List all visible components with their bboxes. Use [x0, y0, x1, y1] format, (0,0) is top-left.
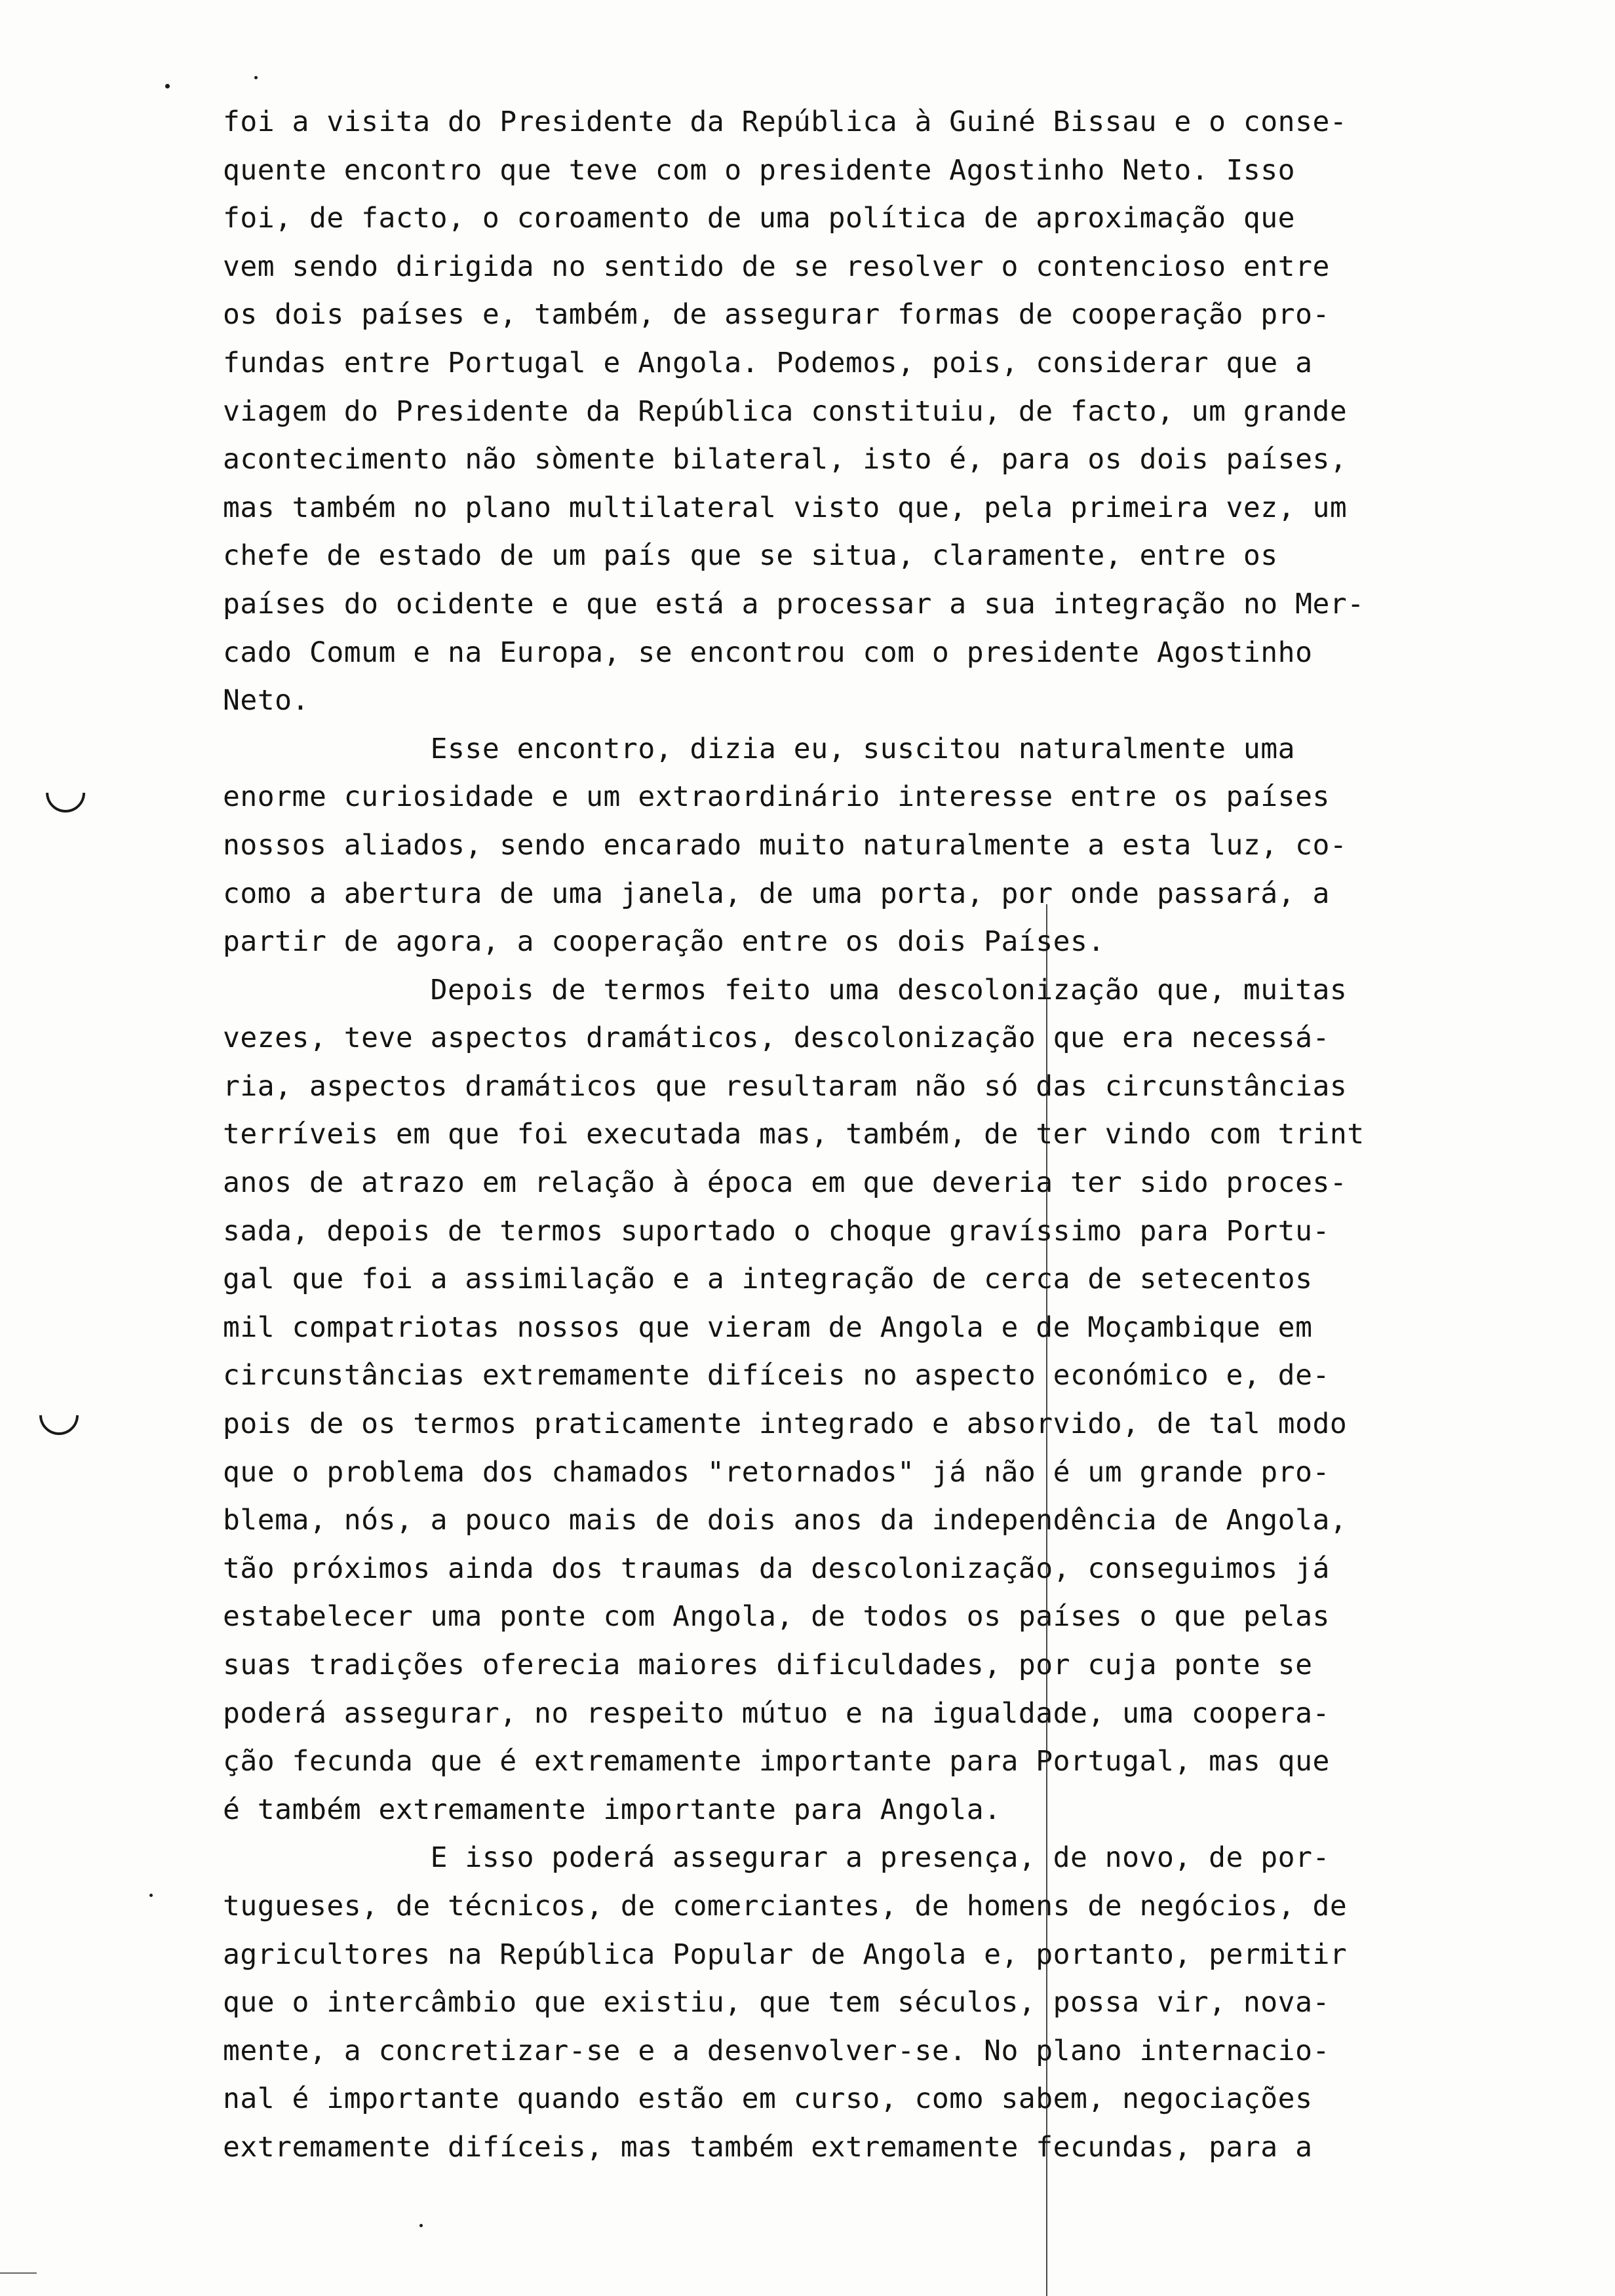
text-line: anos de atrazo em relação à época em que deveria ter sido proces-: [223, 1166, 1348, 1200]
text-line: sada, depois de termos suportado o choque gravíssimo para Portu-: [223, 1214, 1330, 1248]
text-line: vezes, teve aspectos dramáticos, descolonização que era necessá-: [223, 1022, 1330, 1055]
text-line: Depois de termos feito uma descolonização que, muitas: [223, 973, 1348, 1006]
margin-mark: [0, 2272, 37, 2274]
text-line: suas tradições oferecia maiores dificuldades, por cuja ponte se: [223, 1649, 1313, 1681]
text-line: gal que foi a assimilação e a integração de cerca de setecentos: [223, 1263, 1313, 1296]
ink-speck: [149, 1894, 153, 1897]
ink-speck: [165, 84, 170, 88]
text-line: chefe de estado de um país que se situa, claramente, entre os: [223, 539, 1278, 573]
text-line: ção fecunda que é extremamente importante para Portugal, mas que: [223, 1745, 1330, 1778]
text-line: viagem do Presidente da República constituiu, de facto, um grande: [223, 394, 1348, 428]
text-line: fundas entre Portugal e Angola. Podemos, pois, considerar que a: [223, 346, 1313, 379]
binder-hole-mark: [38, 765, 94, 821]
text-line: enorme curiosidade e um extraordinário interesse entre os países: [223, 780, 1330, 814]
typed-text-body: [223, 98, 1586, 2172]
text-line: que o intercâmbio que existiu, que tem séculos, possa vir, nova-: [223, 1986, 1330, 2019]
text-line: Esse encontro, dizia eu, suscitou naturalmente uma: [223, 732, 1296, 765]
text-line: agricultores na República Popular de Angola e, portanto, permitir: [223, 1938, 1348, 1971]
text-line: circunstâncias extremamente difíceis no aspecto económico e, de-: [223, 1359, 1330, 1392]
text-line: estabelecer uma ponte com Angola, de todos os países o que pelas: [223, 1600, 1330, 1634]
text-line: acontecimento não sòmente bilateral, isto é, para os dois países,: [223, 443, 1348, 476]
text-line: é também extremamente importante para Angola.: [223, 1793, 1002, 1826]
text-line: blema, nós, a pouco mais de dois anos da independência de Angola,: [223, 1504, 1348, 1537]
binder-hole-mark: [31, 1388, 87, 1444]
text-line: países do ocidente e que está a processar a sua integração no Mer-: [223, 587, 1365, 621]
text-line: mas também no plano multilateral visto que, pela primeira vez, um: [223, 491, 1348, 524]
text-line: poderá assegurar, no respeito mútuo e na igualdade, uma coopera-: [223, 1696, 1330, 1730]
text-line: tugueses, de técnicos, de comerciantes, de homens de negócios, de: [223, 1889, 1348, 1923]
text-line: cado Comum e na Europa, se encontrou com o presidente Agostinho: [223, 636, 1313, 669]
ink-speck: [419, 2224, 423, 2227]
text-line: os dois países e, também, de assegurar formas de cooperação pro-: [223, 298, 1330, 332]
text-line: mente, a concretizar-se e a desenvolver-se. No plano internacio-: [223, 2034, 1330, 2067]
text-line: ria, aspectos dramáticos que resultaram não só das circunstâncias: [223, 1069, 1348, 1103]
text-line: pois de os termos praticamente integrado e absorvido, de tal modo: [223, 1407, 1348, 1441]
text-line: foi, de facto, o coroamento de uma política de aproximação que: [223, 202, 1296, 235]
text-line: Neto.: [223, 684, 309, 718]
ink-speck: [254, 76, 258, 79]
text-line: tão próximos ainda dos traumas da descolonização, conseguimos já: [223, 1552, 1330, 1585]
text-line: que o problema dos chamados "retornados" já não é um grande pro-: [223, 1455, 1330, 1489]
text-line: E isso poderá assegurar a presença, de novo, de por-: [223, 1841, 1330, 1875]
text-line: partir de agora, a cooperação entre os dois Países.: [223, 925, 1105, 959]
text-line: foi a visita do Presidente da República à Guiné Bissau e o conse-: [223, 105, 1348, 138]
text-line: nossos aliados, sendo encarado muito naturalmente a esta luz, co-: [223, 828, 1348, 862]
text-line: terríveis em que foi executada mas, também, de ter vindo com trint: [223, 1118, 1365, 1151]
text-line: vem sendo dirigida no sentido de se resolver o contencioso entre: [223, 250, 1330, 283]
text-line: extremamente difíceis, mas também extremamente fecundas, para a: [223, 2130, 1313, 2164]
text-line: mil compatriotas nossos que vieram de Angola e de Moçambique em: [223, 1311, 1313, 1344]
text-line: como a abertura de uma janela, de uma porta, por onde passará, a: [223, 877, 1330, 910]
text-line: quente encontro que teve com o presidente Agostinho Neto. Isso: [223, 153, 1296, 187]
text-line: nal é importante quando estão em curso, como sabem, negociações: [223, 2082, 1313, 2116]
